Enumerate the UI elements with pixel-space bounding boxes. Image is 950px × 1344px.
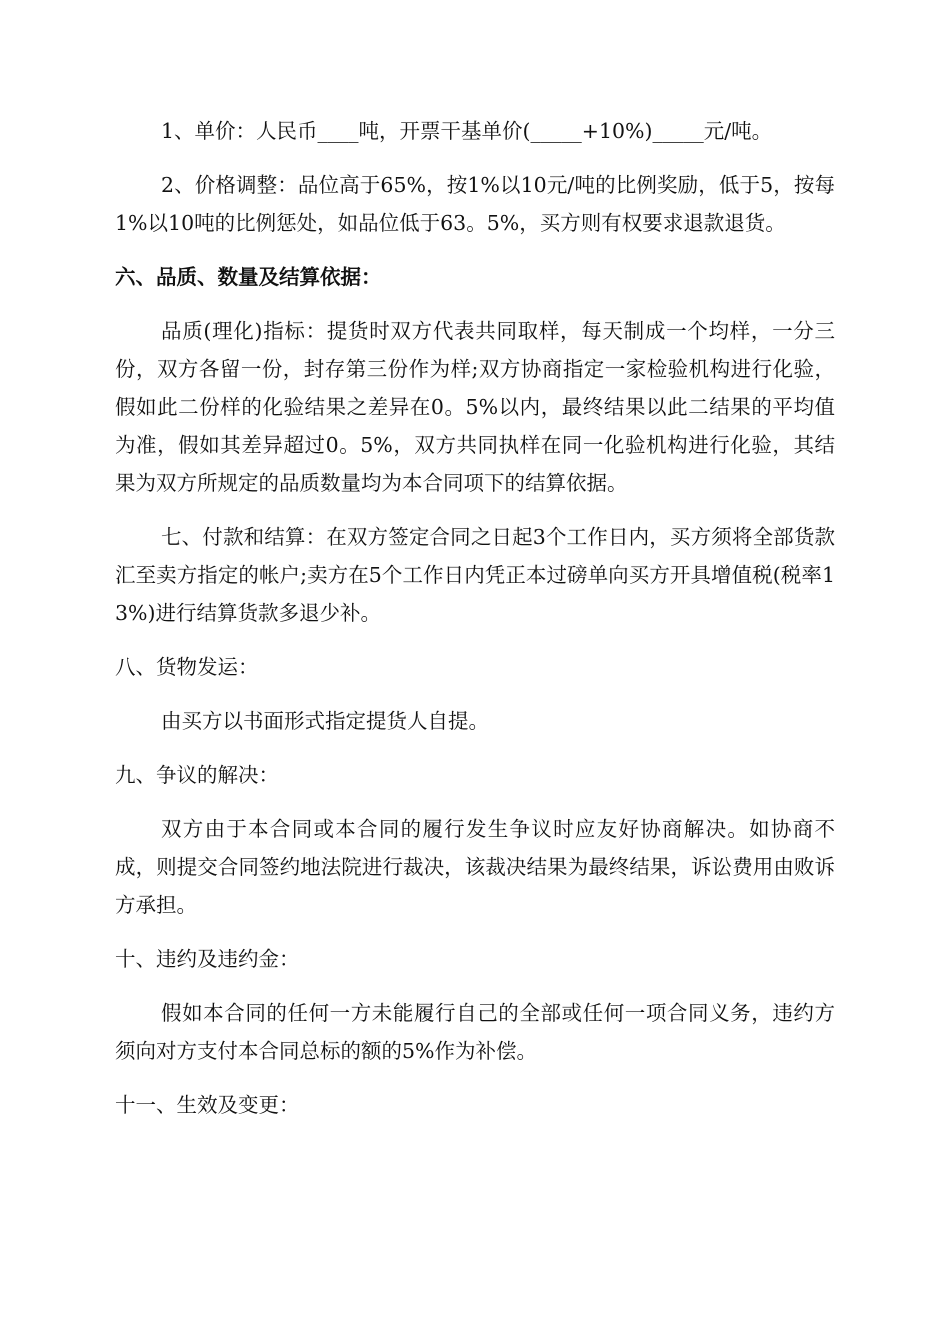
section-heading-shipment: 八、货物发运： [115,655,259,679]
clause-unit-price: 1、单价：人民币____吨，开票干基单价(_____+10%)_____元/吨。 [161,119,773,143]
clause-quality-indicators: 品质(理化)指标：提货时双方代表共同取样，每天制成一个均样，一分三份，双方各留一份，封存第三份作为样;双方协商指定一家检验机构进行化验，假如此二份样的化验结果之差异在0。5%以内，最终结果以此二结果的平均值为准，假如其差异超过0。5%，双方共同执样在同一化验机构进行化验，其结果为双方所规定的品质数量均为本合同项下的结算依据。 [115,319,835,495]
section-heading-dispute: 九、争议的解决： [115,763,279,787]
section-heading-quality-quantity: 六、品质、数量及结算依据： [115,265,382,289]
section-heading-effect-change: 十一、生效及变更： [115,1093,300,1117]
section-heading-breach: 十、违约及违约金： [115,947,300,971]
clause-shipment: 由买方以书面形式指定提货人自提。 [161,709,489,733]
clause-price-adjustment: 2、价格调整：品位高于65%，按1%以10元/吨的比例奖励，低于5，按每1%以10吨的比例惩处，如品位低于63。5%，买方则有权要求退款退货。 [115,173,835,235]
clause-dispute-resolution: 双方由于本合同或本合同的履行发生争议时应友好协商解决。如协商不成，则提交合同签约地法院进行裁决，该裁决结果为最终结果，诉讼费用由败诉方承担。 [115,817,835,917]
contract-page [115,112,835,1140]
clause-breach-penalty: 假如本合同的任何一方未能履行自己的全部或任何一项合同义务，违约方须向对方支付本合同总标的额的5%作为补偿。 [115,1001,835,1063]
clause-payment-settlement: 七、付款和结算：在双方签定合同之日起3个工作日内，买方须将全部货款汇至卖方指定的帐户;卖方在5个工作日内凭正本过磅单向买方开具增值税(税率13%)进行结算货款多退少补。 [115,525,835,625]
